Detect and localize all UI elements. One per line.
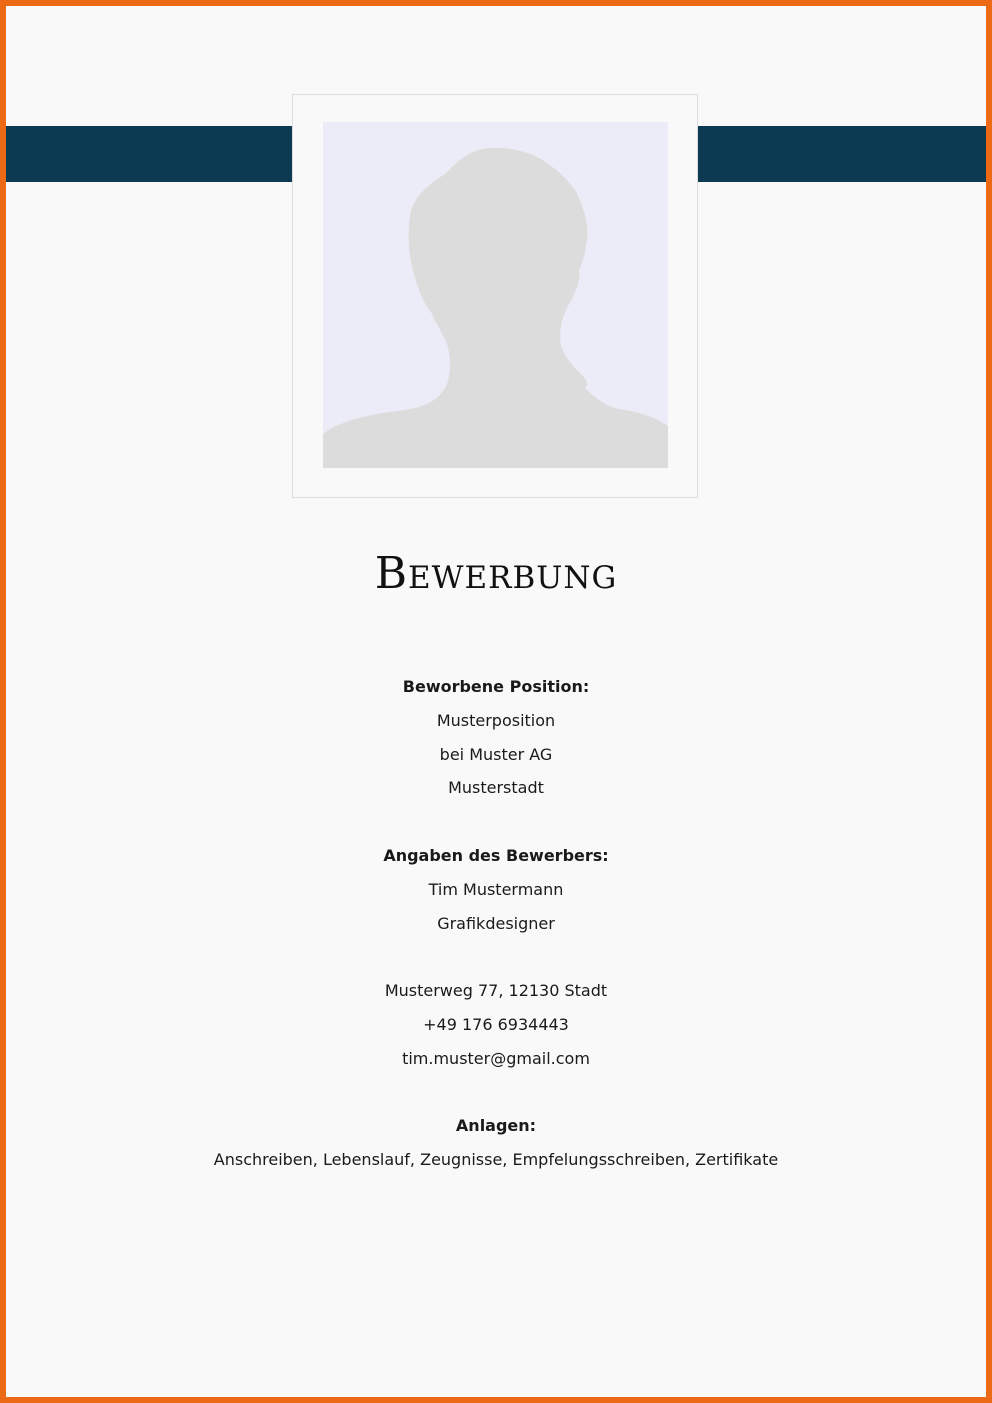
attachments-list: Anschreiben, Lebenslauf, Zeugnisse, Empfelungsschreiben, Zertifikate <box>213 1150 779 1170</box>
section-spacer <box>0 1076 992 1110</box>
applicant-email: tim.muster@gmail.com <box>402 1048 590 1068</box>
person-silhouette-icon <box>323 122 668 468</box>
applicant-phone: +49 176 6934443 <box>423 1014 569 1034</box>
position-role: Musterposition <box>436 710 556 730</box>
section-spacer <box>0 805 992 839</box>
position-company: bei Muster AG <box>439 744 553 764</box>
applicant-name: Tim Mustermann <box>428 879 564 899</box>
profile-photo-placeholder <box>323 122 668 468</box>
attachments-heading: Anlagen: <box>455 1116 537 1136</box>
applicant-heading: Angaben des Bewerbers: <box>383 845 609 865</box>
photo-frame <box>292 94 698 498</box>
applicant-profession: Grafikdesigner <box>437 913 555 933</box>
document-title: Bewerbung <box>374 548 618 599</box>
cover-details <box>0 670 992 1177</box>
section-spacer <box>0 940 992 974</box>
position-city: Musterstadt <box>448 778 544 798</box>
position-heading: Beworbene Position: <box>402 677 590 696</box>
applicant-address: Musterweg 77, 12130 Stadt <box>384 981 608 1001</box>
